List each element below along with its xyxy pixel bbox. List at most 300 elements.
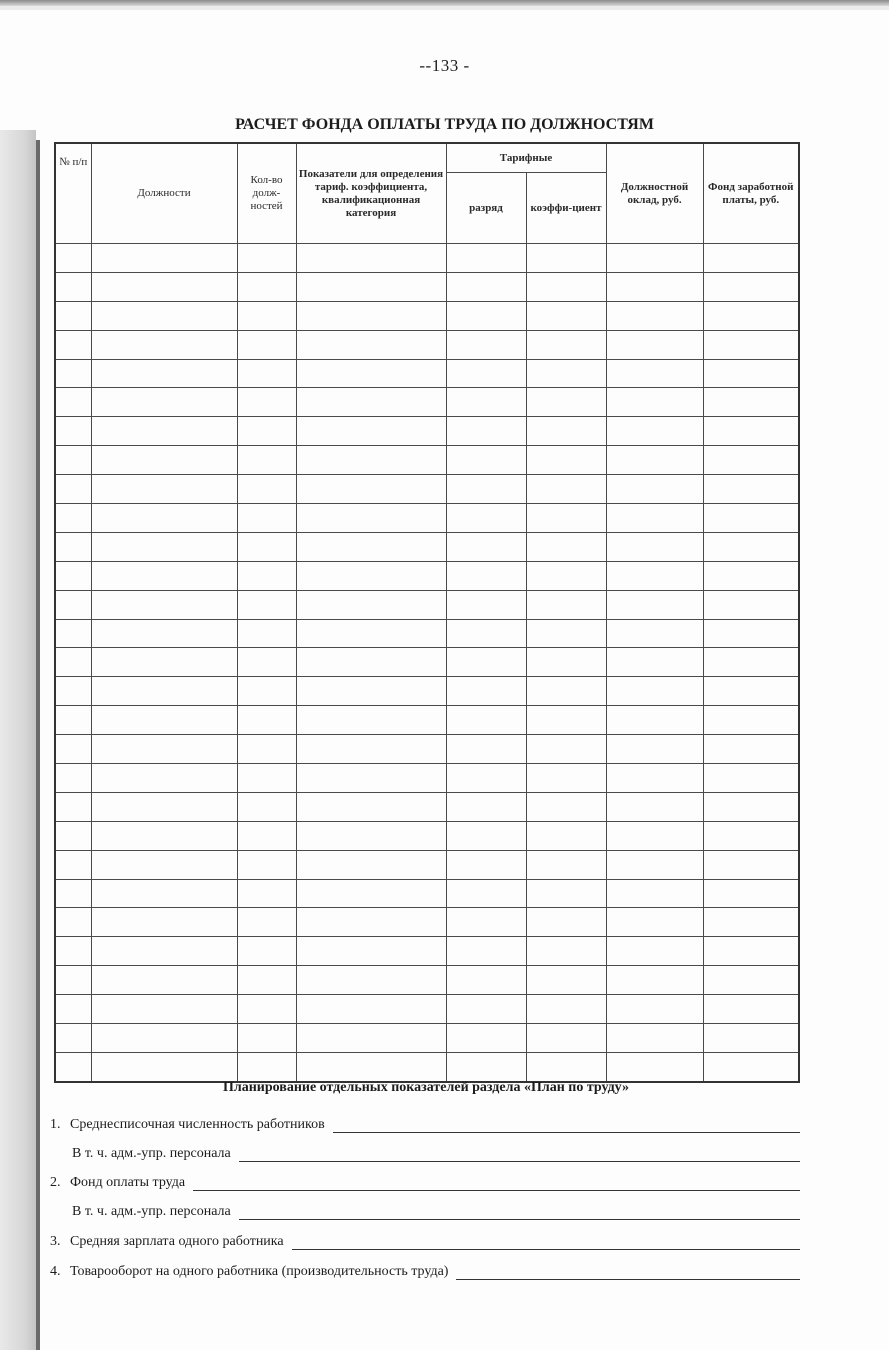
- plan-line: [50, 1198, 800, 1220]
- table-cell[interactable]: [446, 879, 526, 908]
- table-cell[interactable]: [606, 735, 703, 764]
- table-cell[interactable]: [237, 706, 296, 735]
- header-tariff: Тарифные: [446, 143, 606, 173]
- table-row: [55, 388, 799, 417]
- table-cell[interactable]: [55, 879, 91, 908]
- table-cell[interactable]: [296, 388, 446, 417]
- table-cell[interactable]: [91, 532, 237, 561]
- table-cell[interactable]: [606, 561, 703, 590]
- header-count: Кол-во долж-ностей: [237, 143, 296, 244]
- table-cell[interactable]: [237, 561, 296, 590]
- table-cell[interactable]: [526, 504, 606, 533]
- table-cell[interactable]: [703, 850, 799, 879]
- table-cell[interactable]: [446, 966, 526, 995]
- header-salary: Должностной оклад, руб.: [606, 143, 703, 244]
- table-cell[interactable]: [526, 706, 606, 735]
- table-row: [55, 677, 799, 706]
- table-cell[interactable]: [296, 648, 446, 677]
- table-cell[interactable]: [446, 792, 526, 821]
- table-row: [55, 1024, 799, 1053]
- table-cell[interactable]: [606, 677, 703, 706]
- header-number: № п/п: [55, 143, 91, 244]
- table-cell[interactable]: [91, 821, 237, 850]
- table-cell[interactable]: [606, 619, 703, 648]
- table-cell[interactable]: [446, 272, 526, 301]
- table-cell[interactable]: [703, 908, 799, 937]
- table-cell[interactable]: [446, 995, 526, 1024]
- book-spine-edge: [36, 140, 40, 1350]
- table-cell[interactable]: [237, 879, 296, 908]
- table-cell[interactable]: [296, 244, 446, 273]
- table-cell[interactable]: [237, 301, 296, 330]
- table-row: [55, 417, 799, 446]
- table-cell[interactable]: [703, 792, 799, 821]
- header-grade: разряд: [446, 173, 526, 244]
- table-cell[interactable]: [296, 850, 446, 879]
- table-cell[interactable]: [703, 937, 799, 966]
- table-row: [55, 764, 799, 793]
- table-cell[interactable]: [91, 417, 237, 446]
- header-positions: Должности: [91, 143, 237, 244]
- table-cell[interactable]: [526, 1024, 606, 1053]
- plan-line-label: Среднесписочная численность работников: [70, 1117, 325, 1132]
- table-row: [55, 475, 799, 504]
- table-cell[interactable]: [91, 677, 237, 706]
- table-cell[interactable]: [91, 1024, 237, 1053]
- table-cell[interactable]: [237, 446, 296, 475]
- table-cell[interactable]: [526, 446, 606, 475]
- table-cell[interactable]: [55, 504, 91, 533]
- table-cell[interactable]: [237, 792, 296, 821]
- table-cell[interactable]: [526, 966, 606, 995]
- table-cell[interactable]: [446, 648, 526, 677]
- table-cell[interactable]: [446, 330, 526, 359]
- table-cell[interactable]: [55, 677, 91, 706]
- header-fund: Фонд заработной платы, руб.: [703, 143, 799, 244]
- table-cell[interactable]: [91, 330, 237, 359]
- table-cell[interactable]: [703, 359, 799, 388]
- table-cell[interactable]: [237, 1024, 296, 1053]
- table-row: [55, 619, 799, 648]
- table-cell[interactable]: [55, 561, 91, 590]
- table-cell[interactable]: [703, 1052, 799, 1081]
- table-cell[interactable]: [446, 706, 526, 735]
- table-cell[interactable]: [55, 850, 91, 879]
- table-cell[interactable]: [91, 706, 237, 735]
- table-cell[interactable]: [237, 417, 296, 446]
- table-cell[interactable]: [55, 388, 91, 417]
- table-cell[interactable]: [446, 764, 526, 793]
- table-cell[interactable]: [91, 244, 237, 273]
- plan-line: [50, 1228, 800, 1250]
- table-cell[interactable]: [606, 764, 703, 793]
- table-cell[interactable]: [526, 388, 606, 417]
- table-cell[interactable]: [55, 706, 91, 735]
- plan-section-title: Планирование отдельных показателей раздела «План по труду»: [222, 1080, 630, 1095]
- header-indicators: Показатели для определения тариф. коэффициента, квалификационная категория: [296, 143, 446, 244]
- plan-line-label: Фонд оплаты труда: [70, 1175, 186, 1190]
- table-cell[interactable]: [446, 1052, 526, 1081]
- table-cell[interactable]: [703, 590, 799, 619]
- table-row: [55, 821, 799, 850]
- table-row: [55, 1052, 799, 1081]
- plan-line-number: 2.: [50, 1175, 61, 1190]
- plan-line: [50, 1111, 800, 1133]
- table-cell[interactable]: [526, 764, 606, 793]
- table-cell[interactable]: [296, 908, 446, 937]
- table-cell[interactable]: [606, 937, 703, 966]
- table-cell[interactable]: [91, 446, 237, 475]
- table-cell[interactable]: [606, 1052, 703, 1081]
- table-cell[interactable]: [703, 648, 799, 677]
- table-cell[interactable]: [55, 330, 91, 359]
- table-cell[interactable]: [55, 417, 91, 446]
- table-cell[interactable]: [91, 735, 237, 764]
- payroll-fund-table: [54, 142, 800, 1083]
- table-cell[interactable]: [237, 590, 296, 619]
- table-cell[interactable]: [526, 561, 606, 590]
- plan-line-label: В т. ч. адм.-упр. персонала: [72, 1204, 231, 1219]
- table-cell[interactable]: [446, 850, 526, 879]
- table-cell[interactable]: [526, 590, 606, 619]
- table-cell[interactable]: [55, 272, 91, 301]
- table-cell[interactable]: [526, 301, 606, 330]
- table-cell[interactable]: [703, 301, 799, 330]
- table-cell[interactable]: [237, 359, 296, 388]
- table-cell[interactable]: [296, 966, 446, 995]
- table-cell[interactable]: [446, 417, 526, 446]
- table-cell[interactable]: [526, 648, 606, 677]
- table-cell[interactable]: [703, 619, 799, 648]
- table-cell[interactable]: [606, 272, 703, 301]
- fill-in-blank[interactable]: [239, 1203, 800, 1220]
- table-cell[interactable]: [446, 504, 526, 533]
- table-cell[interactable]: [91, 908, 237, 937]
- table-cell[interactable]: [606, 330, 703, 359]
- table-row: [55, 590, 799, 619]
- table-cell[interactable]: [703, 244, 799, 273]
- table-row: [55, 561, 799, 590]
- table-cell[interactable]: [55, 821, 91, 850]
- table-cell[interactable]: [606, 995, 703, 1024]
- table-cell[interactable]: [526, 792, 606, 821]
- plan-line: [50, 1140, 800, 1162]
- table-cell[interactable]: [526, 1052, 606, 1081]
- table-cell[interactable]: [91, 504, 237, 533]
- table-cell[interactable]: [91, 850, 237, 879]
- table-cell[interactable]: [55, 532, 91, 561]
- table-row: [55, 850, 799, 879]
- table-cell[interactable]: [606, 244, 703, 273]
- table-cell[interactable]: [91, 764, 237, 793]
- table-cell[interactable]: [446, 388, 526, 417]
- table-row: [55, 735, 799, 764]
- table-cell[interactable]: [606, 532, 703, 561]
- table-cell[interactable]: [446, 590, 526, 619]
- table-cell[interactable]: [237, 908, 296, 937]
- table-row: [55, 937, 799, 966]
- table-cell[interactable]: [526, 995, 606, 1024]
- table-cell[interactable]: [237, 735, 296, 764]
- table-row: [55, 330, 799, 359]
- table-cell[interactable]: [703, 446, 799, 475]
- table-cell[interactable]: [526, 677, 606, 706]
- table-row: [55, 272, 799, 301]
- plan-line-number: 4.: [50, 1264, 61, 1279]
- table-cell[interactable]: [526, 244, 606, 273]
- table-cell[interactable]: [237, 619, 296, 648]
- table-cell[interactable]: [296, 821, 446, 850]
- table-cell[interactable]: [606, 301, 703, 330]
- table-cell[interactable]: [703, 532, 799, 561]
- table-cell[interactable]: [237, 272, 296, 301]
- fill-in-blank[interactable]: [456, 1263, 800, 1280]
- table-cell[interactable]: [446, 244, 526, 273]
- table-row: [55, 879, 799, 908]
- table-cell[interactable]: [446, 359, 526, 388]
- table-cell[interactable]: [526, 879, 606, 908]
- table-cell[interactable]: [296, 301, 446, 330]
- table-cell[interactable]: [91, 619, 237, 648]
- table-cell[interactable]: [446, 821, 526, 850]
- table-cell[interactable]: [296, 1052, 446, 1081]
- table-cell[interactable]: [606, 475, 703, 504]
- table-cell[interactable]: [296, 879, 446, 908]
- fill-in-blank[interactable]: [239, 1145, 800, 1162]
- table-cell[interactable]: [237, 821, 296, 850]
- plan-line-label: Товарооборот на одного работника (производительность труда): [70, 1264, 449, 1279]
- table-cell[interactable]: [703, 272, 799, 301]
- table-cell[interactable]: [91, 937, 237, 966]
- table-cell[interactable]: [606, 850, 703, 879]
- table-row: [55, 792, 799, 821]
- table-cell[interactable]: [446, 937, 526, 966]
- table-cell[interactable]: [606, 792, 703, 821]
- table-cell[interactable]: [296, 272, 446, 301]
- table-cell[interactable]: [703, 677, 799, 706]
- plan-line-label: В т. ч. адм.-упр. персонала: [72, 1146, 231, 1161]
- table-cell[interactable]: [55, 937, 91, 966]
- table-cell[interactable]: [526, 619, 606, 648]
- table-row: [55, 648, 799, 677]
- table-cell[interactable]: [296, 1024, 446, 1053]
- table-cell[interactable]: [446, 446, 526, 475]
- table-cell[interactable]: [91, 561, 237, 590]
- table-cell[interactable]: [91, 590, 237, 619]
- table-cell[interactable]: [91, 966, 237, 995]
- table-cell[interactable]: [526, 475, 606, 504]
- table-cell[interactable]: [526, 821, 606, 850]
- table-cell[interactable]: [296, 995, 446, 1024]
- table-cell[interactable]: [703, 1024, 799, 1053]
- plan-line-number: 1.: [50, 1117, 61, 1132]
- table-cell[interactable]: [237, 475, 296, 504]
- table-cell[interactable]: [91, 879, 237, 908]
- table-cell[interactable]: [55, 966, 91, 995]
- table-cell[interactable]: [296, 792, 446, 821]
- table-row: [55, 908, 799, 937]
- table-cell[interactable]: [296, 937, 446, 966]
- table-cell[interactable]: [703, 504, 799, 533]
- table-row: [55, 446, 799, 475]
- plan-line: [50, 1169, 800, 1191]
- table-row: [55, 301, 799, 330]
- table-cell[interactable]: [703, 821, 799, 850]
- table-cell[interactable]: [237, 966, 296, 995]
- table-cell[interactable]: [91, 359, 237, 388]
- table-cell[interactable]: [446, 619, 526, 648]
- fill-in-blank[interactable]: [292, 1233, 800, 1250]
- table-cell[interactable]: [703, 388, 799, 417]
- table-cell[interactable]: [55, 590, 91, 619]
- book-spine-shadow: [0, 130, 36, 1350]
- table-cell[interactable]: [55, 359, 91, 388]
- table-cell[interactable]: [606, 417, 703, 446]
- table-cell[interactable]: [55, 1052, 91, 1081]
- table-cell[interactable]: [446, 908, 526, 937]
- table-cell[interactable]: [296, 706, 446, 735]
- table-row: [55, 359, 799, 388]
- plan-line: [50, 1258, 800, 1280]
- table-cell[interactable]: [703, 475, 799, 504]
- table-row: [55, 966, 799, 995]
- table-cell[interactable]: [703, 417, 799, 446]
- table-cell[interactable]: [237, 648, 296, 677]
- table-cell[interactable]: [296, 619, 446, 648]
- table-cell[interactable]: [606, 388, 703, 417]
- table-cell[interactable]: [703, 966, 799, 995]
- table-cell[interactable]: [296, 532, 446, 561]
- table-cell[interactable]: [237, 504, 296, 533]
- table-cell[interactable]: [237, 244, 296, 273]
- table-cell[interactable]: [55, 244, 91, 273]
- table-body: [55, 244, 799, 1082]
- table-cell[interactable]: [237, 532, 296, 561]
- table-cell[interactable]: [91, 792, 237, 821]
- table-cell[interactable]: [55, 301, 91, 330]
- table-cell[interactable]: [606, 966, 703, 995]
- table-cell[interactable]: [296, 475, 446, 504]
- table-cell[interactable]: [91, 648, 237, 677]
- table-cell[interactable]: [526, 735, 606, 764]
- table-cell[interactable]: [91, 301, 237, 330]
- table-row: [55, 706, 799, 735]
- table-cell[interactable]: [237, 937, 296, 966]
- table-cell[interactable]: [703, 764, 799, 793]
- table-cell[interactable]: [703, 735, 799, 764]
- table-cell[interactable]: [55, 792, 91, 821]
- table-cell[interactable]: [526, 330, 606, 359]
- table-cell[interactable]: [296, 590, 446, 619]
- table-cell[interactable]: [526, 532, 606, 561]
- table-cell[interactable]: [55, 908, 91, 937]
- table-cell[interactable]: [55, 446, 91, 475]
- table-cell[interactable]: [703, 706, 799, 735]
- table-cell[interactable]: [55, 735, 91, 764]
- table-cell[interactable]: [55, 648, 91, 677]
- table-cell[interactable]: [606, 446, 703, 475]
- plan-line-label: Средняя зарплата одного работника: [70, 1234, 284, 1249]
- table-cell[interactable]: [237, 330, 296, 359]
- table-cell[interactable]: [296, 735, 446, 764]
- table-cell[interactable]: [606, 504, 703, 533]
- table-cell[interactable]: [606, 706, 703, 735]
- table-cell[interactable]: [91, 1052, 237, 1081]
- scan-top-shadow: [0, 6, 889, 10]
- table-cell[interactable]: [55, 764, 91, 793]
- table-cell[interactable]: [446, 561, 526, 590]
- table-cell[interactable]: [606, 1024, 703, 1053]
- table-cell[interactable]: [55, 995, 91, 1024]
- table-cell[interactable]: [526, 937, 606, 966]
- page-number: --133 -: [419, 56, 470, 75]
- fill-in-blank[interactable]: [333, 1116, 800, 1133]
- table-row: [55, 504, 799, 533]
- table-cell[interactable]: [446, 301, 526, 330]
- table-cell[interactable]: [296, 504, 446, 533]
- table-cell[interactable]: [296, 417, 446, 446]
- table-cell[interactable]: [237, 995, 296, 1024]
- table-cell[interactable]: [606, 359, 703, 388]
- table-cell[interactable]: [237, 677, 296, 706]
- table-cell[interactable]: [237, 764, 296, 793]
- table-cell[interactable]: [526, 908, 606, 937]
- table-cell[interactable]: [446, 677, 526, 706]
- table-cell[interactable]: [296, 677, 446, 706]
- table-cell[interactable]: [296, 764, 446, 793]
- table-row: [55, 995, 799, 1024]
- table-cell[interactable]: [237, 1052, 296, 1081]
- table-cell[interactable]: [55, 1024, 91, 1053]
- table-cell[interactable]: [296, 330, 446, 359]
- table-cell[interactable]: [91, 388, 237, 417]
- table-cell[interactable]: [91, 272, 237, 301]
- table-cell[interactable]: [446, 1024, 526, 1053]
- table-cell[interactable]: [703, 879, 799, 908]
- table-cell[interactable]: [606, 879, 703, 908]
- fill-in-blank[interactable]: [193, 1174, 800, 1191]
- plan-line-number: 3.: [50, 1234, 61, 1249]
- table-cell[interactable]: [55, 475, 91, 504]
- table-cell[interactable]: [703, 561, 799, 590]
- table-cell[interactable]: [296, 561, 446, 590]
- table-cell[interactable]: [606, 648, 703, 677]
- table-cell[interactable]: [703, 330, 799, 359]
- table-cell[interactable]: [55, 619, 91, 648]
- table-title: РАСЧЕТ ФОНДА ОПЛАТЫ ТРУДА ПО ДОЛЖНОСТЯМ: [235, 116, 654, 133]
- table-cell[interactable]: [526, 850, 606, 879]
- table-cell[interactable]: [606, 590, 703, 619]
- table-row: [55, 532, 799, 561]
- table-row: [55, 244, 799, 273]
- table-cell[interactable]: [446, 475, 526, 504]
- table-cell[interactable]: [526, 417, 606, 446]
- table-cell[interactable]: [237, 388, 296, 417]
- table-cell[interactable]: [237, 850, 296, 879]
- table-cell[interactable]: [526, 359, 606, 388]
- table-cell[interactable]: [606, 908, 703, 937]
- header-coefficient: коэффи-циент: [526, 173, 606, 244]
- table-cell[interactable]: [91, 475, 237, 504]
- table-cell[interactable]: [446, 532, 526, 561]
- table-cell[interactable]: [91, 995, 237, 1024]
- table-cell[interactable]: [526, 272, 606, 301]
- table-cell[interactable]: [606, 821, 703, 850]
- table-cell[interactable]: [703, 995, 799, 1024]
- table-cell[interactable]: [446, 735, 526, 764]
- table-cell[interactable]: [296, 446, 446, 475]
- table-cell[interactable]: [296, 359, 446, 388]
